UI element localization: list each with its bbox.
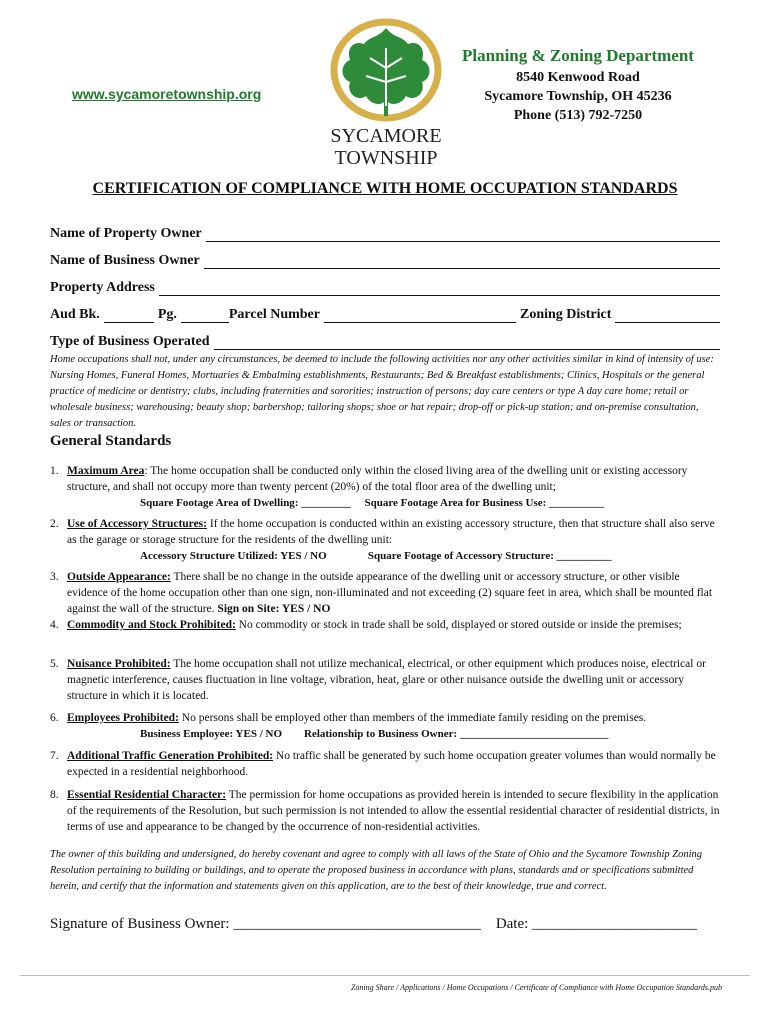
page-title: CERTIFICATION OF COMPLIANCE WITH HOME OCCUPATION STANDARDS	[92, 180, 678, 197]
date-line[interactable]: ______________________	[532, 916, 698, 932]
item-sep: :	[144, 465, 148, 477]
standard-item	[50, 748, 722, 780]
property-owner-field[interactable]	[50, 226, 720, 242]
property-owner-line[interactable]	[206, 228, 720, 242]
standard-item	[50, 710, 722, 742]
item-number: 4.	[50, 619, 59, 631]
signature-row	[50, 916, 720, 933]
zoning-district-line[interactable]	[615, 309, 720, 323]
date-label: Date:	[495, 916, 529, 932]
department-name: Planning & Zoning Department	[462, 46, 694, 65]
property-owner-label: Name of Property Owner	[50, 226, 202, 241]
business-owner-field[interactable]	[50, 253, 720, 269]
standard-item	[50, 787, 722, 835]
item-text: No traffic shall be generated by such home occupation greater volumes than would normally be expected in a residential neighborhood.	[67, 750, 716, 778]
pg-line[interactable]	[181, 309, 229, 323]
zoning-district-label: Zoning District	[519, 307, 612, 322]
accessory-sqft[interactable]: Square Footage of Accessory Structure: __________	[367, 550, 612, 562]
property-address-field[interactable]	[50, 280, 720, 296]
footer-path: Zoning Share / Applications / Home Occupations / Certificate of Compliance with Home Occupation Standards.pub	[350, 983, 722, 992]
logo-text-1: SYCAMORE	[330, 125, 442, 147]
item-number: 6.	[50, 712, 59, 724]
standard-item	[50, 463, 722, 511]
item-title: Nuisance Prohibited:	[67, 658, 171, 670]
item-text: No commodity or stock in trade shall be sold, displayed or stored outside or inside the premises;	[235, 619, 682, 631]
property-address-line[interactable]	[159, 282, 720, 296]
item-number: 3.	[50, 571, 59, 583]
item-title: Use of Accessory Structures:	[67, 518, 207, 530]
signature-line[interactable]: _________________________________	[233, 916, 481, 932]
relationship-to-owner[interactable]: Relationship to Business Owner: ___________________________	[304, 728, 609, 740]
item-number: 2.	[50, 518, 59, 530]
parcel-number-line[interactable]	[324, 309, 516, 323]
item-number: 7.	[50, 750, 59, 762]
item-title: Maximum Area	[67, 465, 145, 477]
parcel-row	[50, 307, 720, 323]
item-text: No persons shall be employed other than members of the immediate family residing on the premises.	[178, 712, 647, 724]
general-standards-heading: General Standards	[50, 433, 172, 449]
item-text: The home occupation shall be conducted only within the closed living area of the dwelling unit or existing accessory structure, and shall not occupy more than twenty percent (20%) of the total floor area of the dwelling unit;	[67, 465, 688, 493]
sqft-dwelling[interactable]: Square Footage Area of Dwelling: _________	[140, 497, 351, 509]
phone-number: Phone (513) 792-7250	[513, 108, 643, 123]
business-owner-line[interactable]	[204, 255, 720, 269]
standard-item	[50, 656, 722, 704]
business-type-line[interactable]	[214, 336, 720, 350]
standard-item	[50, 617, 722, 633]
business-type-field[interactable]	[50, 334, 720, 350]
standard-item	[50, 516, 722, 564]
sign-on-site[interactable]: Sign on Site: YES / NO	[217, 603, 331, 615]
item-title: Commodity and Stock Prohibited:	[67, 619, 236, 631]
item-title: Additional Traffic Generation Prohibited:	[67, 750, 274, 762]
item-text: The home occupation shall not utilize mechanical, electrical, or other equipment which produces noise, electrical or magnetic interference, causes fluctuation in line voltage, vibration, heat, glare or other nuisance outside the dwelling unit or accessory structure in which it is located.	[67, 658, 706, 702]
website-link[interactable]: www.sycamoretownship.org	[72, 86, 262, 102]
address-line-2: Sycamore Township, OH 45236	[484, 89, 672, 104]
business-type-label: Type of Business Operated	[50, 334, 210, 349]
address-line-1: 8540 Kenwood Road	[516, 70, 640, 85]
accessory-structure-utilized[interactable]: Accessory Structure Utilized: YES / NO	[140, 550, 327, 562]
aud-bk-line[interactable]	[104, 309, 154, 323]
item-number: 8.	[50, 789, 59, 801]
item-number: 5.	[50, 658, 59, 670]
property-address-label: Property Address	[50, 280, 155, 295]
sqft-business[interactable]: Square Footage Area for Business Use: __________	[364, 497, 605, 509]
item-number: 1.	[50, 465, 59, 477]
aud-bk-label: Aud Bk.	[50, 307, 100, 322]
owner-statement: The owner of this building and undersigned, do hereby covenant and agree to comply with all laws of the State of Ohio and the Sycamore Township Zoning Resolution pertaining to building or buildings, and to operate the proposed business in accordance with plans, standards and or specifications submitted herein, and certify that the information and statements given on this application, are to the best of their knowledge, true and correct.	[50, 849, 703, 892]
footer-divider	[20, 975, 750, 976]
item-text: If the home occupation is conducted within an existing accessory structure, then that structure shall also serve as the garage or storage structure for the residents of the dwelling unit:	[67, 518, 715, 546]
item-title: Outside Appearance:	[67, 571, 171, 583]
item-text: There shall be no change in the outside appearance of the dwelling unit or accessory structure, or other visible evidence of the home occupation other than one sign, non-illuminated and not exceeding (2) square feet in area, which shall be mounted flat against the wall of the structure.	[67, 571, 713, 615]
township-logo	[322, 18, 450, 168]
signature-label: Signature of Business Owner:	[50, 916, 230, 932]
pg-label: Pg.	[157, 307, 177, 322]
prohibited-activities-note: Home occupations shall not, under any circumstances, be deemed to include the following activities nor any other activities similar in kind of intensity of use: Nursing Homes, Funeral Homes, Mortuaries & Embalming establishments, Restaurants; Bed & Breakfast establishments; Clinics, Hospitals or the general practice of medicine or dentistry; clubs, including fraternities and sororities; instruction of persons; day care centers or type A day care home; retail or wholesale business; warehousing; beauty shop; barbershop; tailoring shops; shoe or hat repair; drop-off or pick-up station; and on-premise consultation, sales or transaction.	[50, 354, 714, 429]
parcel-number-label: Parcel Number	[228, 307, 320, 322]
business-owner-label: Name of Business Owner	[50, 253, 200, 268]
standard-item	[50, 569, 722, 617]
item-text: The permission for home occupations as provided herein is intended to secure flexibility in the application of the requirements of the Resolution, but such permission is not intended to allow the essential residential character of residential districts, in terms of use and appearance to be changed by the occurrence of non-residential activities.	[67, 789, 720, 833]
logo-text-2: TOWNSHIP	[334, 147, 438, 168]
item-title: Essential Residential Character:	[67, 789, 227, 801]
business-employee[interactable]: Business Employee: YES / NO	[140, 728, 283, 740]
item-title: Employees Prohibited:	[67, 712, 179, 724]
